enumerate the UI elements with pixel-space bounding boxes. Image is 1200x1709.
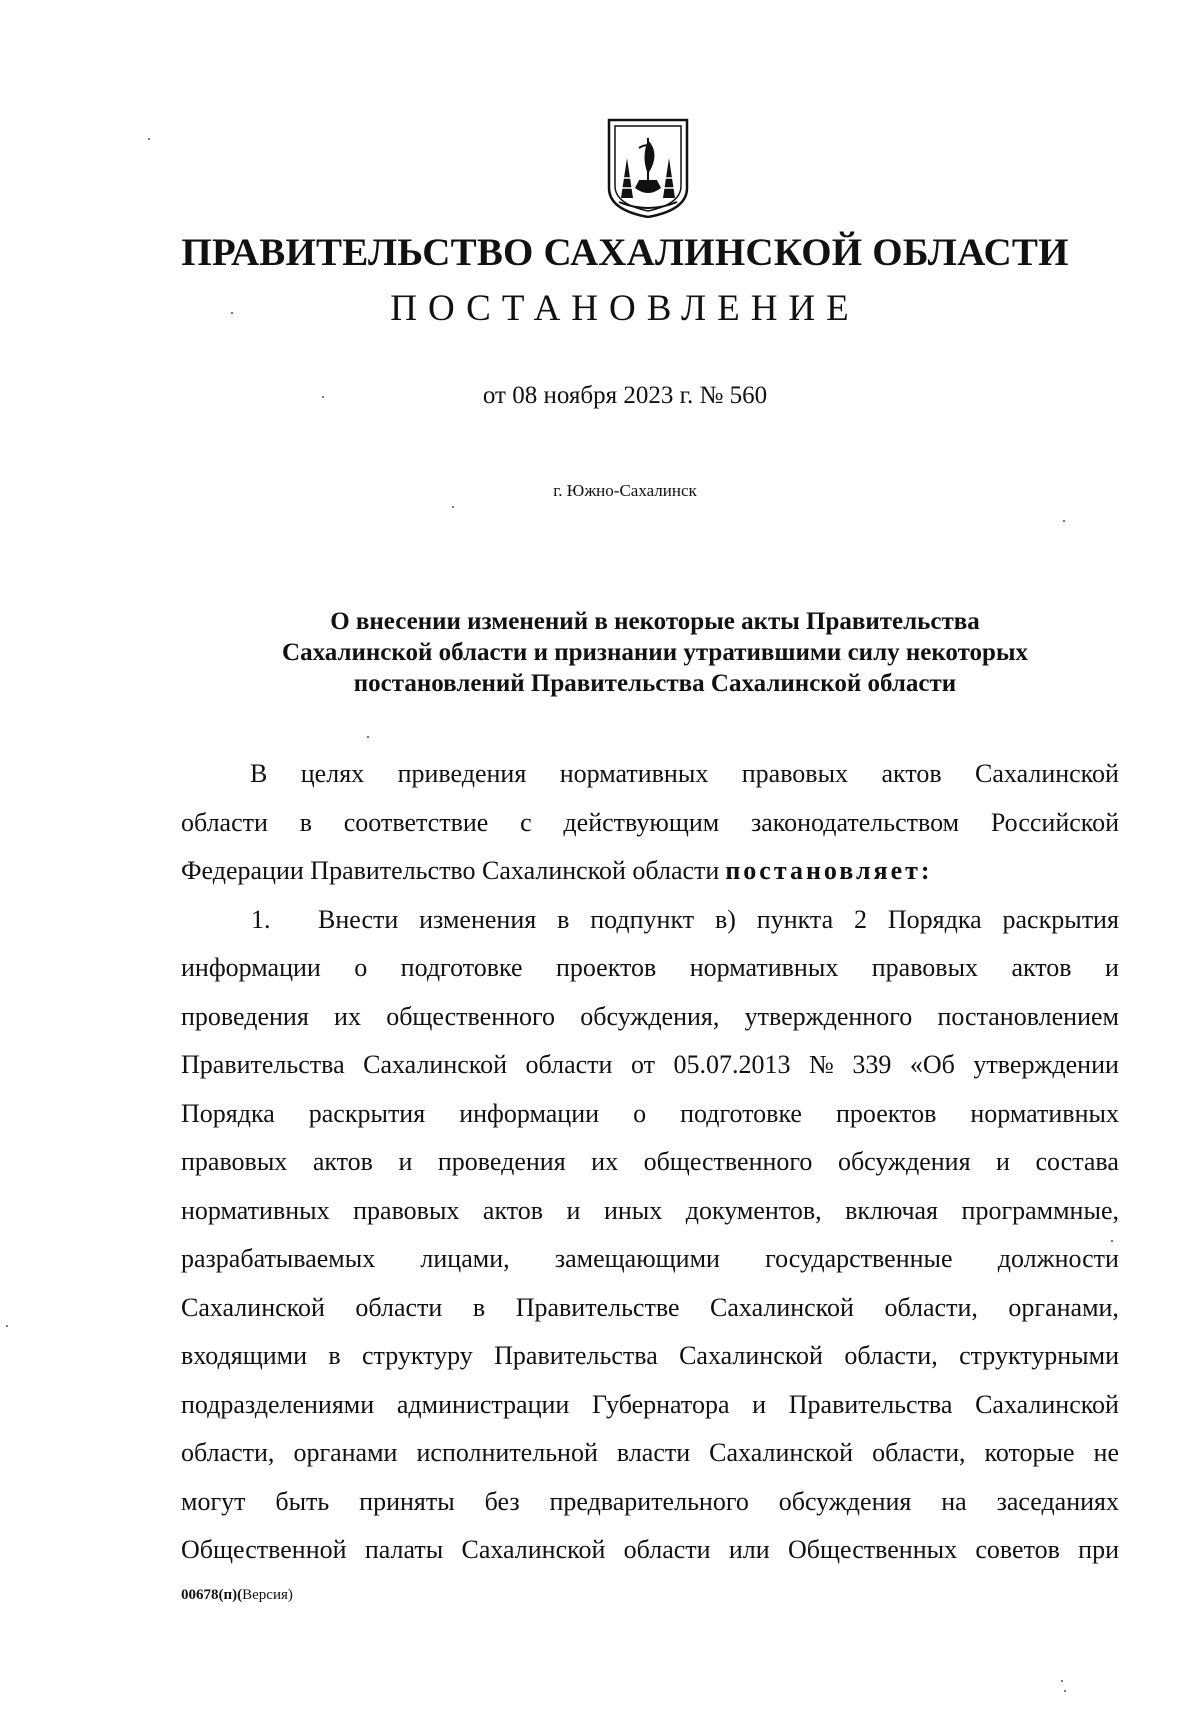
body-word: в <box>299 807 312 837</box>
body-word: Сахалинской <box>363 1050 508 1079</box>
body-word: общественного <box>643 1147 813 1176</box>
body-word: Внести <box>318 904 399 934</box>
body-word: в <box>557 904 570 934</box>
body-word: быть <box>275 1486 330 1516</box>
body-word: правовых <box>181 1147 288 1176</box>
body-word: 339 <box>852 1050 892 1079</box>
body-word: включая <box>845 1195 939 1225</box>
body-word: иных <box>603 1195 663 1225</box>
body-line <box>181 1090 1119 1139</box>
body-word: нормативных <box>181 1195 330 1225</box>
body-word: их <box>334 1001 361 1031</box>
body-word: или <box>728 1535 770 1564</box>
body-word: входящими <box>181 1341 308 1370</box>
body-word: Сахалинской <box>679 1341 823 1370</box>
body-word: Правительства <box>181 1050 345 1079</box>
body-word: состава <box>1035 1147 1119 1176</box>
body-word: Сахалинской <box>975 759 1119 788</box>
body-word: области, <box>181 1438 275 1467</box>
body-line <box>181 1381 1119 1430</box>
body-word: Сахалинской <box>975 1389 1119 1419</box>
body-word: могут <box>181 1486 246 1516</box>
body-word: области, <box>844 1341 938 1370</box>
body-word: Российской <box>990 807 1119 837</box>
body-line <box>181 944 1119 993</box>
body-word: органами, <box>1008 1292 1119 1322</box>
body-line <box>181 799 1119 848</box>
body-word: предварительного <box>549 1486 749 1516</box>
resolves-keyword: постановляет: <box>725 856 933 885</box>
body-word: разрабатываемых <box>181 1244 376 1273</box>
body-word: законодательством <box>751 807 960 837</box>
body-word: постановлением <box>937 1001 1119 1031</box>
body-word: Правительства <box>788 1389 953 1419</box>
body-word: информации <box>181 953 321 982</box>
body-word: должности <box>997 1244 1119 1273</box>
body-word: от <box>630 1050 656 1079</box>
body-word: без <box>484 1486 520 1516</box>
body-word: актов <box>482 1195 544 1225</box>
body-word: документов, <box>685 1195 822 1225</box>
document-body <box>181 750 1119 1575</box>
body-word: общественного <box>386 1001 556 1031</box>
body-word: правовых <box>871 953 979 982</box>
government-title: ПРАВИТЕЛЬСТВО САХАЛИНСКОЙ ОБЛАСТИ <box>181 231 1069 274</box>
body-word: и <box>398 1147 413 1176</box>
body-line <box>181 993 1119 1042</box>
body-word: которые <box>984 1438 1075 1467</box>
subject-line-2: Сахалинской области и признании утратившими силу некоторых <box>282 639 1028 666</box>
body-line <box>181 1526 1119 1575</box>
body-line <box>181 1478 1119 1527</box>
body-word: Правительстве <box>515 1292 680 1322</box>
body-word: Общественной <box>181 1535 347 1564</box>
body-word: проведения <box>181 1001 309 1031</box>
body-word: Правительства <box>494 1341 658 1370</box>
body-word: обсуждения, <box>580 1001 720 1031</box>
body-word: и <box>996 1147 1010 1176</box>
body-line <box>181 1187 1119 1236</box>
body-word: области, <box>872 1438 966 1467</box>
body-word: Порядка <box>887 904 982 934</box>
body-word: актов <box>881 759 942 788</box>
body-word: подпункт <box>590 904 695 934</box>
body-word: В <box>250 759 268 788</box>
body-word: подразделениями <box>181 1389 375 1419</box>
body-word: раскрытия <box>308 1098 426 1128</box>
body-word: 05.07.2013 <box>673 1050 791 1079</box>
body-word: 2 <box>854 904 868 934</box>
body-word: с <box>520 807 532 837</box>
body-word: палаты <box>364 1535 444 1564</box>
body-word: программные, <box>961 1195 1119 1225</box>
body-word: структурными <box>959 1341 1119 1370</box>
body-word: актов <box>312 1147 373 1176</box>
body-word: Сахалинской <box>710 1292 854 1322</box>
body-word: приведения <box>397 759 527 788</box>
body-word: замещающими <box>554 1244 720 1273</box>
body-word: подготовке <box>400 953 523 982</box>
body-word: нормативных <box>559 759 709 788</box>
document-city: г. Южно-Сахалинск <box>553 481 697 500</box>
body-word: актов <box>1011 953 1072 982</box>
body-word: обсуждения <box>778 1486 912 1516</box>
body-word: обсуждения <box>837 1147 971 1176</box>
body-word: структуру <box>361 1341 473 1370</box>
body-word: информации <box>459 1098 600 1128</box>
body-word: на <box>941 1486 967 1516</box>
body-word: исполнительной <box>416 1438 598 1467</box>
body-word: области <box>623 1535 711 1564</box>
footer-code: 00678(п)( <box>181 1587 243 1603</box>
body-word: целях <box>300 759 365 788</box>
body-line <box>181 1332 1119 1381</box>
document-date-number: от 08 ноября 2023 г. № 560 <box>482 382 768 409</box>
body-word: приняты <box>359 1486 455 1516</box>
body-word: проектов <box>835 1098 937 1128</box>
body-word: в <box>472 1292 486 1322</box>
body-word: Сахалинской <box>181 1292 325 1322</box>
body-word: Порядка <box>181 1098 275 1128</box>
body-word: и <box>752 1389 767 1419</box>
body-word: правовых <box>353 1195 460 1225</box>
body-word: лицами, <box>420 1244 510 1273</box>
body-word: проектов <box>555 953 657 982</box>
body-word: Сахалинской <box>709 1438 854 1467</box>
body-word: утверждении <box>973 1050 1119 1079</box>
body-line <box>181 1235 1119 1284</box>
body-word: Общественных <box>788 1535 958 1564</box>
body-word: заседаниях <box>996 1486 1119 1516</box>
body-word: при <box>1078 1535 1119 1564</box>
body-word: Сахалинской <box>461 1535 606 1564</box>
body-word: власти <box>616 1438 691 1467</box>
body-word: советов <box>975 1535 1060 1564</box>
body-word: соответствие <box>343 807 489 837</box>
body-word: нормативных <box>970 1098 1119 1128</box>
body-word: органами <box>293 1438 398 1467</box>
document-type: ПОСТАНОВЛЕНИЕ <box>390 288 860 329</box>
subject-line-1: О внесении изменений в некоторые акты Правительства <box>330 608 980 635</box>
body-word: пункта <box>756 904 834 934</box>
body-word: раскрытия <box>1002 904 1119 934</box>
item-1-text <box>318 896 1119 945</box>
item-number: 1. <box>251 904 271 934</box>
coat-of-arms-icon <box>601 118 695 218</box>
subject-line-3: постановлений Правительства Сахалинской области <box>353 670 957 697</box>
body-line <box>181 1429 1119 1478</box>
body-word: их <box>591 1147 619 1176</box>
body-word: и <box>1104 953 1119 982</box>
body-word: области, <box>884 1292 978 1322</box>
body-word: нормативных <box>689 953 839 982</box>
body-word: правовых <box>741 759 849 788</box>
item-1-line <box>181 896 1119 945</box>
document-subject <box>200 606 1110 699</box>
footer-version: Версия) <box>242 1587 293 1603</box>
body-word: в) <box>714 904 736 934</box>
body-word: в <box>328 1341 341 1370</box>
body-line <box>181 847 1119 896</box>
body-word: администрации <box>396 1389 570 1419</box>
body-word: действующим <box>563 807 720 837</box>
body-word: не <box>1093 1438 1119 1467</box>
body-line <box>181 1041 1119 1090</box>
document-footer-code <box>181 1587 293 1604</box>
body-word: области <box>355 1292 443 1322</box>
body-word: области <box>525 1050 613 1079</box>
body-word: и <box>566 1195 581 1225</box>
body-line <box>181 1138 1119 1187</box>
body-word: подготовке <box>680 1098 802 1128</box>
body-word: государственные <box>765 1244 953 1273</box>
body-word: «Об <box>909 1050 955 1079</box>
body-line-text: Федерации Правительство Сахалинской области <box>181 856 720 885</box>
body-word: Губернатора <box>592 1389 730 1419</box>
body-line <box>181 1284 1119 1333</box>
body-word: проведения <box>437 1147 566 1176</box>
body-word: о <box>633 1098 647 1128</box>
body-word: № <box>809 1050 834 1079</box>
body-line <box>181 750 1119 799</box>
body-word: изменения <box>419 904 537 934</box>
body-word: области <box>181 807 268 837</box>
body-word: утвержденного <box>744 1001 913 1031</box>
body-word: о <box>354 953 368 982</box>
